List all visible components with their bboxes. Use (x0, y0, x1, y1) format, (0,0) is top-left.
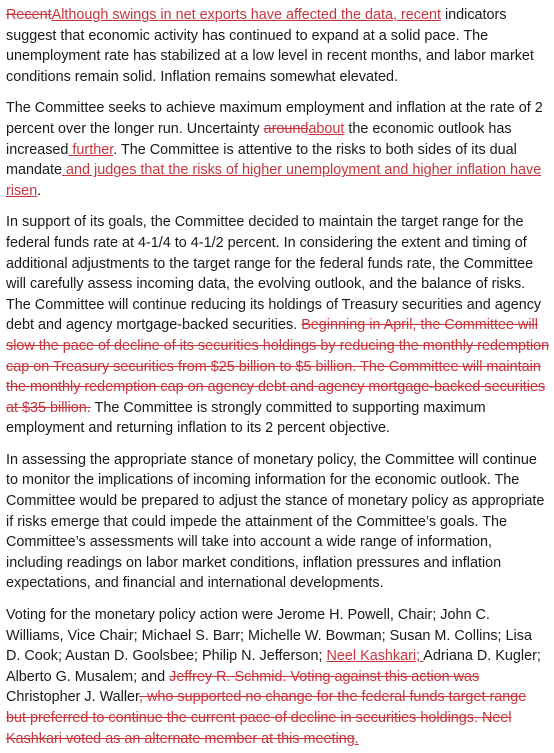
paragraph-objectives (6, 98, 550, 201)
body-text: Voting for the monetary policy action were Jerome H. Powell, Chair; John C. Williams, Vice Chair; Michael S. Barr; Michelle W. Bowman; Susan M. Collins; Lisa D. Cook; Austan D. Goolsbee; Philip N. Jefferson; (6, 607, 532, 665)
inserted-text: about (308, 120, 345, 137)
body-text: . (37, 182, 42, 199)
paragraph-policy-decision (6, 212, 550, 439)
deleted-text: around (263, 120, 309, 137)
body-text: the economic outlook has increased (6, 120, 512, 158)
deleted-text: Beginning in April, the Committee will slow the pace of decline of its securities holdings by reducing the monthly redemption cap on Treasury securities from $25 billion to $5 billion. The Committee will maintain the monthly redemption cap on agency debt and agency mortgage-backed securities at $35 billion. (6, 317, 550, 416)
paragraph-assessment (6, 450, 550, 594)
body-text: The Committee seeks to achieve maximum employment and inflation at the rate of 2 percent over the longer run. Uncertainty (6, 100, 543, 137)
deleted-text: Recent (6, 7, 52, 23)
body-text: In assessing the appropriate stance of monetary policy, the Committee will continue to monitor the implications of incoming information for the economic outlook. The Committee would be prepared to adjust the stance of monetary policy as appropriate if risks emerge that could impede the attainment of the Committee’s goals. The Committee’s assessments will take into account a wide range of information, including readings on labor market conditions, inflation pressures and inflation expectations, and financial and international developments. (6, 451, 545, 592)
paragraph-voting (6, 605, 550, 749)
deleted-text: Jeffrey R. Schmid. Voting against this action was (169, 668, 480, 685)
body-text: Adriana D. Kugler; Alberto G. Musalem; and (6, 648, 541, 685)
inserted-text: . (354, 730, 359, 747)
body-text: In support of its goals, the Committee decided to maintain the target range for the federal funds rate at 4-1/4 to 4-1/2 percent. In considering the extent and timing of additional adjustments to the target range for the federal funds rate, the Committee will carefully assess incoming data, the evolving outlook, and the balance of risks. The Committee will continue reducing its holdings of Treasury securities and agency debt and agency mortgage-backed securities. (6, 214, 542, 334)
body-text: Christopher J. Waller (6, 689, 140, 706)
body-text: indicators suggest that economic activity has continued to expand at a solid pace. The unemployment rate has stabilized at a low level in recent months, and labor market conditions remain solid. Inflation remains somewhat elevated. (6, 7, 534, 85)
paragraph-economic-activity (6, 5, 550, 87)
body-text: The Committee is strongly committed to supporting maximum employment and returning inflation to its 2 percent objective. (6, 399, 486, 437)
inserted-text: further (68, 141, 114, 158)
body-text: . The Committee is attentive to the risks to both sides of its dual mandate (6, 141, 517, 179)
inserted-text: and judges that the risks of higher unemployment and higher inflation have risen (6, 162, 542, 199)
deleted-text: , who supported no change for the federal funds target range but preferred to continue the current pace of decline in securities holdings. Neel Kashkari voted as an alternate member at this meeting (6, 689, 527, 747)
inserted-text: Although swings in net exports have affected the data, recent (51, 7, 441, 23)
inserted-text: Neel Kashkari; (326, 648, 424, 665)
